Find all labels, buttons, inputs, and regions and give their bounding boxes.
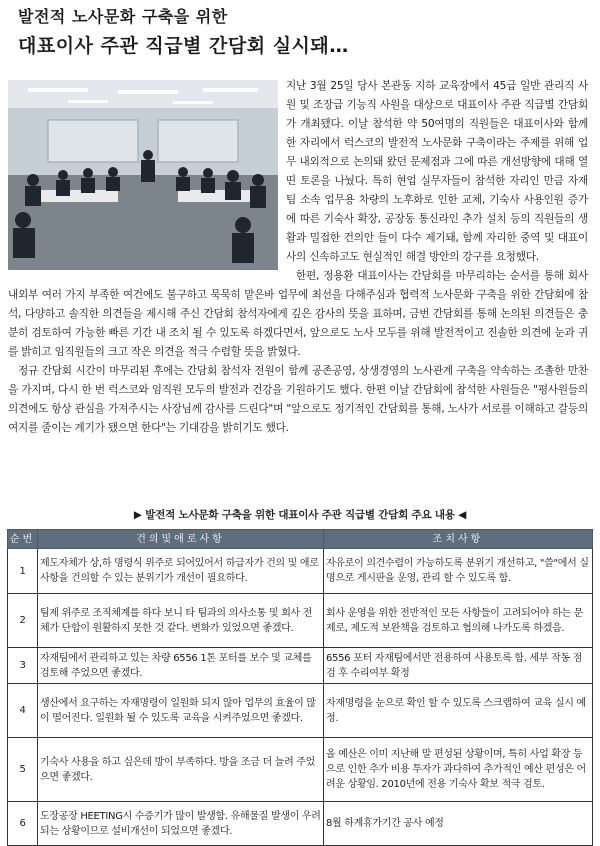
headline (18, 6, 588, 60)
row-num: 1 (8, 549, 38, 594)
header-num: 순번 (8, 530, 38, 549)
table-row (8, 684, 593, 738)
row-num: 5 (8, 738, 38, 802)
table-row (8, 802, 593, 846)
row-action: 자재명령을 눈으로 확인 할 수 있도록 스크랩하여 교육 실시 예정. (324, 684, 593, 738)
row-num: 3 (8, 648, 38, 684)
row-action: 자유로이 의견수렴이 가능하도록 분위기 개선하고, "쓸"에서 실명으로 게시판을 운영, 관리 할 수 있도록 함. (324, 549, 593, 594)
row-issue: 제도자체가 상,하 명령식 위주로 되어있어서 하급자가 건의 및 애로사항을 건의할 수 있는 분위기가 개선이 필요하다. (38, 549, 324, 594)
table-row (8, 549, 593, 594)
article-body (8, 77, 588, 438)
table-row (8, 648, 593, 684)
row-num: 6 (8, 802, 38, 846)
table-row (8, 594, 593, 648)
row-issue: 자재팀에서 관리하고 있는 차량 6556 1톤 포터를 보수 및 교체를 검토해 주었으면 좋겠다. (38, 648, 324, 684)
row-action: 8월 하계휴가기간 공사 예정 (324, 802, 593, 846)
article-paragraph-3: 정규 간담회 시간이 마무리된 후에는 간담회 참석자 전원이 함께 공존공영, 상생경영의 노사관계 구축을 약속하는 조촐한 만찬을 가지며, 다시 한 번 럭스코와 임직원 모두의 발전과 건강을 기원하기도 했다. 한편 이날 간담회에 참석한 사원들은 "평사원들의 의견에도 항상 관심을 가져주시는 사장님께 감사를 드린다"며 "앞으로도 정기적인 간담회를 통해, 노사가 서로를 이해하고 갈등의 여지를 줄이는 계기가 됐으면 한다"는 기대감을 밝히기도 했다. (8, 365, 588, 434)
header-action: 조치사항 (324, 530, 593, 549)
row-num: 2 (8, 594, 38, 648)
headline-line1: 발전적 노사문화 구축을 위한 (18, 7, 228, 26)
table-row (8, 738, 593, 802)
article-paragraph-2: 한편, 정용환 대표이사는 간담회를 마무리하는 순서를 통해 회사 내외부 여러 가지 부족한 여건에도 불구하고 묵묵히 맡은바 업무에 최선을 다해주심과 협력적 노사문화 구축을 위한 간담회에 참석, 다양하고 솔직한 의견들을 제시해 주신 간담회 참석자에게 깊은 감사의 뜻을 표하며, 금번 간담회를 통해 논의된 의견들은 충분히 검토하여 가능한 빠른 기간 내 조치 될 수 있도록 하겠다면서, 앞으로도 노사 모두를 위해 발전적이고 진솔한 의견에 눈과 귀를 밝히고 임직원들의 크고 작은 의견을 적극 수렴할 뜻을 밝혔다. (8, 270, 588, 358)
row-action: 올 예산은 이미 지난해 말 편성된 상황이며, 특히 사업 확장 등으로 인한 추가 비용 투자가 과다하여 추가적인 예산 편성은 어려운 상황임. 2010년에 전용 기숙사 확보 적극 검토. (324, 738, 593, 802)
row-action: 회사 운영을 위한 전반적인 모든 사항들이 고려되어야 하는 문제로, 제도적 보완책을 검토하고 협의해 나가도록 하겠음. (324, 594, 593, 648)
table-title: ▶ 발전적 노사문화 구축을 위한 대표이사 주관 직급별 간담회 주요 내용 ◀ (133, 509, 467, 521)
header-issue: 건의및애로사항 (38, 530, 324, 549)
row-issue: 도장공장 HEETING시 수증기가 많이 발생함. 유해물질 발생이 우려되는 상황이므로 설비개선이 되었으면 좋겠다. (38, 802, 324, 846)
table-header-row (8, 530, 593, 549)
row-issue: 생산에서 요구하는 자재명령이 일원화 되지 않아 업무의 효율이 많이 떨어진다. 일원화 될 수 있도록 교육을 시켜주었으면 좋겠다. (38, 684, 324, 738)
row-action: 6556 포터 자재팀에서만 전용하여 사용토록 함. 세부 작동 점검 후 수리여부 확정 (324, 648, 593, 684)
article-paragraph-1: 지난 3월 25일 당사 본관동 지하 교육장에서 45급 일반 관리직 사원 및 조장급 기능직 사원을 대상으로 대표이사 주관 직급별 간담회가 개최됐다. 이날 참석한 약 50여명의 직원들은 대표이사와 함께한 자리에서 럭스코의 발전적 노사문화 구축이라는 주제를 위해 업무 내외적으로 논의돼 왔던 문제점과 그에 따른 개선방향에 대해 열띤 토론을 나눴다. 특히 현업 실무자들이 참석한 자리인 만큼 자재팀 소속 업무용 차량의 노후화로 인한 교체, 기숙사 사용인원 증가에 따른 기숙사 확장, 공장동 통신라인 추가 설치 등의 직원들의 생활과 밀접한 건의안 들이 다수 제기돼, 함께 자리한 중역 및 대표이사의 신속하고도 현실적인 해결 방안의 강구를 요청했다. (286, 80, 588, 263)
row-issue: 기숙사 사용을 하고 싶은데 방이 부족하다. 방을 조금 더 늘려 주었으면 좋겠다. (38, 738, 324, 802)
headline-line2: 대표이사 주관 직급별 간담회 실시돼… (18, 35, 349, 57)
row-issue: 팀제 위주로 조직체계를 하다 보니 타 팀과의 의사소통 및 회사 전체가 단합이 원활하지 못한 것 같다. 변화가 있었으면 좋겠다. (38, 594, 324, 648)
row-num: 4 (8, 684, 38, 738)
issues-table (7, 529, 593, 846)
